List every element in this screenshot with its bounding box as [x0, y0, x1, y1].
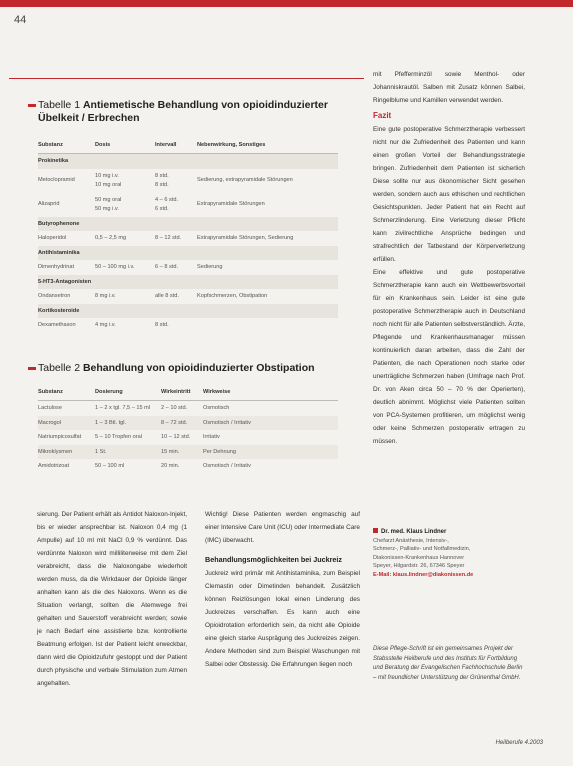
table1-group-label: Butyrophenone: [38, 217, 338, 232]
table1-group-row: [38, 154, 338, 169]
table2-cell: 50 – 100 ml: [95, 463, 125, 470]
table2-cell: Mikroklysmen: [38, 448, 73, 455]
table2-cell: 2 – 10 std.: [161, 405, 188, 412]
table1-cell: 8 mg i.v.: [95, 293, 116, 300]
table2-header-cell: Wirkeintritt: [161, 384, 203, 401]
table1-header-cell: Substanz: [38, 137, 95, 154]
table1-title: [38, 99, 328, 125]
table2-cell: Osmotisch / Irritativ: [203, 463, 251, 470]
top-accent-bar: [0, 0, 573, 7]
author-line4: Speyer, Hilgardstr. 26, 67346 Speyer: [373, 563, 465, 569]
table2: [38, 384, 338, 474]
table2-cell: 1 – 3 Btl. tgl.: [95, 419, 127, 426]
table2-cell: Irritativ: [203, 434, 220, 441]
table-row: [38, 459, 338, 474]
column-2-text2: Juckreiz wird primär mit Antihistaminika, zum Beispiel Clemastin oder Dimetinden behandelt. Zusätzlich können Reizlösungen lokal einen Linderung des Juckreizes verschaffen. Es kann auch eine Opioidrotation erforderlich sein, da nicht alle Opioide eine gleich starke Ausprägung des Juckreizes zeigen. Andere Methoden sind zum Beispiel Waschungen mit Salbei oder Obstessig. Die Erfahrungen liegen noch: [205, 570, 360, 668]
table1-cell: [197, 318, 338, 333]
project-note: Diese Pflege-Schrift ist ein gemeinsames Projekt der Stabsstelle Heilberufe und des Instituts für Fortbildung und Beratung der Evangelischen Fachhochschule Berlin – mit freundlicher Unterstützung der Grünenthal GmbH.: [373, 646, 523, 681]
table1-cell: Extrapyramidale Störungen, Sedierung: [197, 235, 294, 242]
table1-cell: Sedierung, extrapyramidale Störungen: [197, 177, 293, 183]
table1-cell: 50 – 100 mg i.v.: [95, 264, 135, 271]
column-1: [37, 508, 187, 690]
page-number: 44: [14, 14, 27, 26]
table-row: [38, 169, 338, 193]
table1-cell: Alizaprid: [38, 201, 60, 207]
table2-cell: 10 – 12 std.: [161, 434, 191, 441]
table1-group-row: [38, 304, 338, 319]
table1-title-line2: Übelkeit / Erbrechen: [38, 112, 140, 124]
table1-group-label: Kortikosteroide: [38, 304, 338, 319]
table1-cell: 10 mg i.v. 10 mg oral: [95, 172, 122, 188]
table2-label: Tabelle 2: [38, 362, 81, 374]
table1-title-line1: Antiemetische Behandlung von opioidinduzierter: [82, 99, 328, 111]
table2-cell: 20 min.: [161, 463, 180, 470]
table1-header-cell: Intervall: [155, 137, 197, 154]
table-row: [38, 231, 338, 246]
table1-cell: 8 std. 8 std.: [155, 172, 169, 188]
table1-cell: 6 – 8 std.: [155, 264, 179, 271]
table2-cell: 1 St.: [95, 448, 107, 455]
table2-cell: Per Dehnung: [203, 448, 236, 455]
table1: [38, 137, 338, 333]
table2-cell: 8 – 72 std.: [161, 419, 188, 426]
column-2-text1: Wichtig! Diese Patienten werden engmaschig auf einer Intensive Care Unit (ICU) oder Intermediate Care (IMC) überwacht.: [205, 511, 360, 544]
table2-cell: Osmotisch / Irritativ: [203, 419, 251, 426]
footer-journal: Heilberufe 4.2003: [495, 740, 543, 746]
author-line2: Schmerz-, Palliativ- und Notfallmedizin,: [373, 546, 471, 552]
table2-title-text: Behandlung von opioidinduzierter Obstipation: [82, 362, 315, 374]
table-row: [38, 416, 338, 431]
table2-cell: Natriumpicosulfat: [38, 434, 82, 441]
table2-cell: Osmotisch: [203, 405, 230, 412]
table1-group-row: [38, 275, 338, 290]
column-1-text: sierung. Der Patient erhält als Antidot Naloxon-Injekt, bis er wieder ansprechbar ist. Naloxon 0,4 mg (1 Ampulle) auf 10 ml mit NaCl 0,9 % verdünnt. Das verdünnte Naloxon wird milliliterweise mit dem Ziel verabreicht, dass die Naloxongabe wiederholt werden muss, da die Wirkdauer der Opioide länger anhalten kann als die des Naloxons. Wenn es die Situation verlangt, sollten die Atemwege frei gehalten und Sauerstoff verabreicht werden; sowie je nach Bedarf eine assistierte bzw. kontrollierte Beatmung erfolgen. Ist der Patient leicht erweckbar, dann wird die Opioidzufuhr gestoppt und der Patient durch physische und verbale Stimulation zum Atmen angehalten.: [37, 511, 187, 687]
table2-cell: 5 – 10 Tropfen oral: [95, 434, 142, 441]
table1-cell: 4 – 6 std. 6 std.: [155, 196, 179, 212]
table-row: [38, 445, 338, 460]
author-line3: Diakonissen-Krankenhaus Hannover: [373, 554, 465, 561]
table1-cell: 8 – 12 std.: [155, 235, 182, 242]
table2-title: [38, 362, 315, 375]
author-name: Dr. med. Klaus Lindner: [381, 529, 447, 535]
table-row: [38, 289, 338, 304]
table2-cell: Amidotrizoat: [38, 463, 70, 470]
header-rule: [9, 78, 364, 79]
table1-cell: Haloperidol: [38, 235, 67, 242]
column-3-text1: mit Pfefferminzöl sowie Menthol- oder Johanniskrautöl. Salben mit Zusatz können Salbei, Ringelblume und Kamillen verwendet werden.: [373, 71, 525, 104]
column-3: [373, 68, 525, 448]
table2-header-row: [38, 384, 338, 401]
table1-group-label: 5-HT3-Antagonisten: [38, 275, 338, 290]
table1-cell: alle 8 std.: [155, 293, 179, 300]
fazit-heading: Fazit: [373, 111, 392, 120]
table1-cell: 0,5 – 2,5 mg: [95, 235, 127, 242]
table1-header-cell: Nebenwirkung, Sonstiges: [197, 137, 338, 154]
table1-header-cell: Dosis: [95, 137, 155, 154]
column-2-heading: Behandlungsmöglichkeiten bei Juckreiz: [205, 555, 342, 564]
author-name-line: [373, 528, 523, 537]
table1-group-label: Antihistaminika: [38, 246, 338, 261]
table1-cell: Ondansetron: [38, 293, 71, 300]
table1-header-row: [38, 137, 338, 154]
table-row: [38, 430, 338, 445]
table1-group-label: Prokinetika: [38, 154, 338, 169]
table1-cell: Kopfschmerzen, Obstipation: [197, 293, 268, 300]
table1-group-row: [38, 217, 338, 232]
square-icon: [373, 528, 378, 533]
table1-group-row: [38, 246, 338, 261]
table-marker-icon: [28, 367, 36, 370]
table-row: [38, 260, 338, 275]
column-3-text2: Eine gute postoperative Schmerztherapie verbessert nicht nur die Zufriedenheit des Patienten und kann einen großen Vorteil der Behandlungsstrategie bringen. Zufriedenheit dem Patienten ist sicherlich Diese sollte nur aus ökonomischer Sicht gesehen werden, sondern auch aus ethischen und rechtlichen Gesichtspunkten. Jeder Patient hat ein Recht auf Schmerzlinderung. Eine Verletzung dieser Pflicht kann zivilrechtliche Ansprüche bedingen und strafrechtlich der Tatbestand der Körperverletzung erfüllen.: [373, 126, 525, 263]
table1-label: Tabelle 1: [38, 99, 81, 111]
table2-header-cell: Wirkweise: [203, 384, 338, 401]
table1-cell: Dexamethason: [38, 322, 76, 329]
table1-cell: Metoclopramid: [38, 177, 75, 183]
table1-cell: 50 mg oral 50 mg i.v.: [95, 196, 122, 212]
table-row: [38, 401, 338, 416]
table2-cell: 15 min.: [161, 448, 180, 455]
author-box: [373, 528, 523, 579]
table2-cell: Macrogol: [38, 419, 62, 426]
table1-cell: Sedierung: [197, 264, 223, 271]
table2-header-cell: Dosierung: [95, 384, 161, 401]
author-line1: Chefarzt Anästhesie, Intensiv-,: [373, 537, 449, 544]
table2-cell: Lactulose: [38, 405, 62, 412]
table-marker-icon: [28, 104, 36, 107]
table1-cell: Extrapyramidale Störungen: [197, 201, 265, 207]
table2-cell: 1 – 2 x tgl. 7,5 – 15 ml: [95, 405, 151, 412]
table1-cell: 4 mg i.v.: [95, 322, 116, 329]
table-row: [38, 193, 338, 217]
table-row: [38, 318, 338, 333]
author-email[interactable]: E-Mail: klaus.lindner@diakonissen.de: [373, 571, 474, 578]
column-3-text3: Eine effektive und gute postoperative Schmerztherapie kann auch ein Wettbewerbsvorteil für ein Krankenhaus sein. Leider ist eine gute postoperative Schmerztherapie auch in Deutschland noch nicht für alle Patienten selbstverständlich. Ärzte, Pflegende und Krankenhausmanager müssen kontinuierlich daran arbeiten, dass die Zahl der Patienten, die nach Operationen noch starke oder unerträgliche Schmerzen haben (Umfrage nach Prof. Dr. von Aken circa 50 – 70 % der Operierten), deutlich abnimmt. Möglichst viele Patienten sollten von PCA-Systemen profitieren, um möglichst wenig oder keine Schmerzen postoperativ ertragen zu müssen.: [373, 269, 525, 445]
column-2: [205, 508, 360, 671]
table1-cell: Dimenhydrinat: [38, 264, 75, 271]
table2-header-cell: Substanz: [38, 384, 95, 401]
table1-cell: 8 std.: [155, 322, 169, 329]
